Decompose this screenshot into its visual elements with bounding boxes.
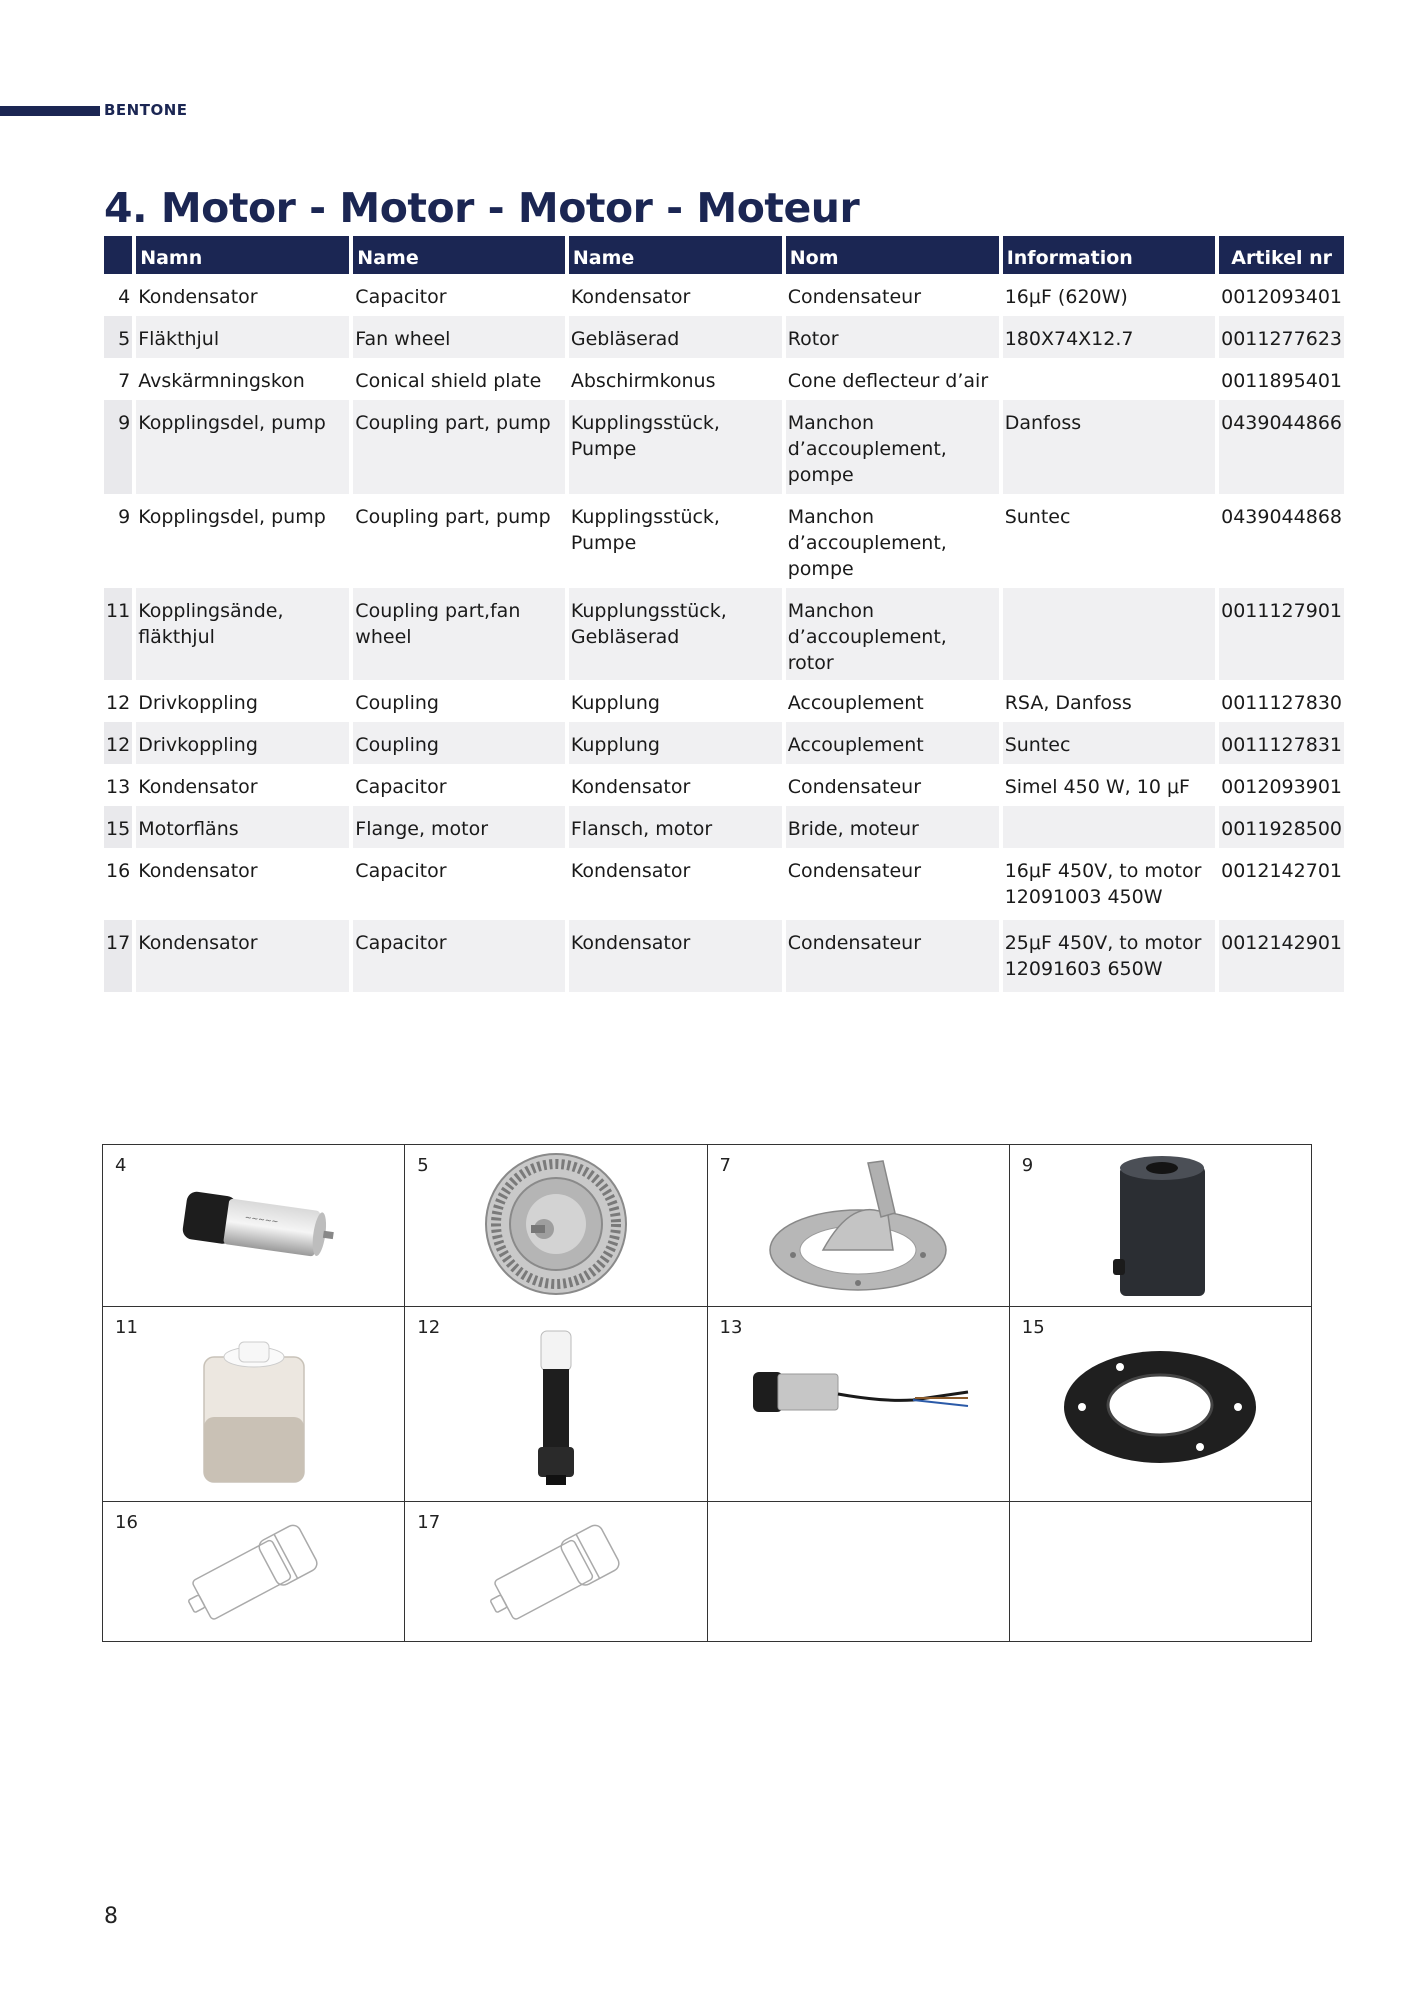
image-label: 13: [719, 1317, 743, 1338]
brand-name: BENTONE: [104, 101, 188, 119]
table-header-row: [104, 236, 1344, 274]
image-cell-empty: [707, 1502, 1009, 1642]
header-name-de: Name: [569, 236, 782, 274]
capacitor-wired-icon: [743, 1362, 973, 1442]
nom-cell: Cone deflecteur d’air: [787, 370, 989, 392]
artikel-nr-cell: 0011277623: [1219, 316, 1344, 358]
table-row: [104, 588, 1344, 680]
nom-cell: Manchon d’accouplement, rotor: [786, 588, 999, 680]
namn-cell: Kopplingsände, fläkthjul: [136, 588, 349, 680]
image-label: 9: [1021, 1155, 1034, 1176]
image-label: 15: [1021, 1317, 1045, 1338]
artikel-nr-cell: 0011928500: [1219, 806, 1344, 848]
image-label: 7: [719, 1155, 731, 1176]
nom-cell: Condensateur: [787, 776, 922, 798]
position-cell: 15: [104, 806, 132, 848]
nom-cell: Manchon d’accouplement, pompe: [786, 400, 999, 494]
information-cell: Danfoss: [1003, 400, 1215, 494]
capacitor-icon: [164, 1175, 344, 1275]
artikel-nr-cell: 0011127901: [1219, 588, 1344, 680]
table-row: [104, 274, 1344, 316]
image-cell-15: [1009, 1307, 1311, 1502]
name-en-cell: Coupling part,fan wheel: [353, 588, 565, 680]
image-cell-5: [405, 1145, 707, 1307]
nom-cell: Accouplement: [786, 722, 999, 764]
artikel-nr-cell: 0012093401: [1221, 286, 1342, 308]
fan-wheel-icon: [481, 1149, 631, 1299]
namn-cell: Drivkoppling: [138, 692, 258, 714]
image-cell-12: [405, 1307, 707, 1502]
motor-flange-icon: [1060, 1347, 1260, 1467]
conical-shield-icon: [763, 1155, 953, 1295]
name-de-cell: Kondensator: [570, 860, 691, 882]
position-cell: 11: [104, 588, 132, 680]
nom-cell: Rotor: [786, 316, 999, 358]
image-cell-16: [103, 1502, 405, 1642]
table-row: [104, 920, 1344, 992]
table-row: [104, 806, 1344, 848]
table-row: [104, 848, 1344, 920]
capacitor-outline-icon: [476, 1506, 636, 1636]
header-information: Information: [1003, 236, 1215, 274]
nom-cell: Accouplement: [787, 692, 924, 714]
parts-image-grid: [102, 1144, 1312, 1642]
svg-text:~~~~~: ~~~~~: [244, 1212, 279, 1227]
artikel-nr-cell: 0439044868: [1221, 506, 1342, 528]
information-cell: Suntec: [1003, 722, 1215, 764]
name-en-cell: Conical shield plate: [355, 370, 542, 392]
page-title: 4. Motor - Motor - Motor - Moteur: [104, 184, 860, 232]
name-en-cell: Coupling part, pump: [353, 400, 565, 494]
information-cell: 16μF (620W): [1004, 286, 1128, 308]
name-de-cell: Kondensator: [569, 920, 782, 992]
artikel-nr-cell: 0011127831: [1219, 722, 1344, 764]
header-namn: Namn: [136, 236, 349, 274]
namn-cell: Kondensator: [136, 920, 349, 992]
information-cell: Simel 450 W, 10 μF: [1004, 776, 1190, 798]
name-de-cell: Flansch, motor: [569, 806, 782, 848]
header-artikel: Artikel nr: [1219, 236, 1344, 274]
image-cell-11: [103, 1307, 405, 1502]
name-en-cell: Flange, motor: [353, 806, 565, 848]
header-name-en: Name: [353, 236, 565, 274]
nom-cell: Condensateur: [787, 286, 922, 308]
namn-cell: Kondensator: [138, 286, 258, 308]
image-cell-13: [707, 1307, 1009, 1502]
table-row: [104, 400, 1344, 494]
namn-cell: Fläkthjul: [136, 316, 349, 358]
name-en-cell: Coupling part, pump: [355, 506, 551, 528]
image-cell-17: [405, 1502, 707, 1642]
table-row: [104, 358, 1344, 400]
pump-coupling-icon: [1095, 1151, 1225, 1301]
position-cell: 16: [106, 860, 131, 882]
information-cell: RSA, Danfoss: [1004, 692, 1132, 714]
position-cell: 9: [118, 506, 131, 528]
namn-cell: Motorfläns: [136, 806, 349, 848]
position-cell: 4: [118, 286, 131, 308]
position-cell: 12: [104, 722, 132, 764]
nom-cell: Condensateur: [787, 860, 922, 882]
capacitor-outline-icon: [174, 1506, 334, 1636]
image-label: 4: [115, 1155, 127, 1176]
table-row: [104, 316, 1344, 358]
artikel-nr-cell: 0011127830: [1221, 692, 1342, 714]
information-cell: 16μF 450V, to motor 12091003 450W: [1004, 860, 1202, 908]
brand-bar: [0, 106, 100, 116]
header-nom: Nom: [786, 236, 999, 274]
name-en-cell: Capacitor: [355, 286, 447, 308]
position-cell: 7: [118, 370, 131, 392]
nom-cell: Bride, moteur: [786, 806, 999, 848]
information-cell: [1003, 358, 1215, 400]
name-en-cell: Capacitor: [355, 776, 447, 798]
artikel-nr-cell: 0012142701: [1221, 860, 1342, 882]
name-de-cell: Kupplungsstück, Gebläserad: [569, 588, 782, 680]
name-en-cell: Coupling: [353, 722, 565, 764]
name-en-cell: Coupling: [355, 692, 439, 714]
artikel-nr-cell: 0011895401: [1221, 370, 1342, 392]
nom-cell: Manchon d’accouplement, pompe: [787, 506, 947, 580]
name-de-cell: Kondensator: [570, 776, 691, 798]
name-de-cell: Kupplung: [570, 692, 660, 714]
namn-cell: Kondensator: [138, 776, 258, 798]
name-de-cell: Kupplingsstück, Pumpe: [569, 400, 782, 494]
position-cell: 5: [104, 316, 132, 358]
information-cell: [1003, 588, 1215, 680]
table-row: [104, 722, 1344, 764]
image-label: 5: [417, 1155, 429, 1176]
namn-cell: Kopplingsdel, pump: [138, 506, 326, 528]
artikel-nr-cell: 0439044866: [1219, 400, 1344, 494]
name-en-cell: Fan wheel: [353, 316, 565, 358]
image-cell-7: [707, 1145, 1009, 1307]
table-row: [104, 680, 1344, 722]
name-en-cell: Capacitor: [355, 860, 447, 882]
namn-cell: Kondensator: [138, 860, 258, 882]
header-pos: [104, 236, 132, 274]
name-de-cell: Kondensator: [570, 286, 691, 308]
image-label: 11: [115, 1317, 138, 1338]
position-cell: 13: [106, 776, 131, 798]
information-cell: Suntec: [1004, 506, 1071, 528]
name-de-cell: Abschirmkonus: [570, 370, 716, 392]
drive-coupling-icon: [526, 1329, 586, 1489]
name-de-cell: Gebläserad: [569, 316, 782, 358]
information-cell: 25μF 450V, to motor 12091603 650W: [1003, 920, 1215, 992]
parts-table: [100, 236, 1348, 992]
table-row: [104, 494, 1344, 588]
image-label: 17: [417, 1512, 441, 1533]
name-de-cell: Kupplingsstück, Pumpe: [570, 506, 720, 554]
artikel-nr-cell: 0012093901: [1221, 776, 1342, 798]
namn-cell: Avskärmningskon: [138, 370, 305, 392]
image-cell-9: [1009, 1145, 1311, 1307]
image-cell-4: [103, 1145, 405, 1307]
table-row: [104, 764, 1344, 806]
name-de-cell: Kupplung: [569, 722, 782, 764]
image-label: 12: [417, 1317, 441, 1338]
image-label: 16: [115, 1512, 138, 1533]
position-cell: 17: [104, 920, 132, 992]
name-en-cell: Capacitor: [353, 920, 565, 992]
information-cell: 180X74X12.7: [1003, 316, 1215, 358]
position-cell: 12: [106, 692, 131, 714]
artikel-nr-cell: 0012142901: [1219, 920, 1344, 992]
namn-cell: Kopplingsdel, pump: [136, 400, 349, 494]
page-number: 8: [104, 1904, 118, 1929]
position-cell: 9: [104, 400, 132, 494]
nom-cell: Condensateur: [786, 920, 999, 992]
fan-coupling-icon: [199, 1337, 309, 1487]
image-cell-empty: [1009, 1502, 1311, 1642]
namn-cell: Drivkoppling: [136, 722, 349, 764]
information-cell: [1003, 806, 1215, 848]
